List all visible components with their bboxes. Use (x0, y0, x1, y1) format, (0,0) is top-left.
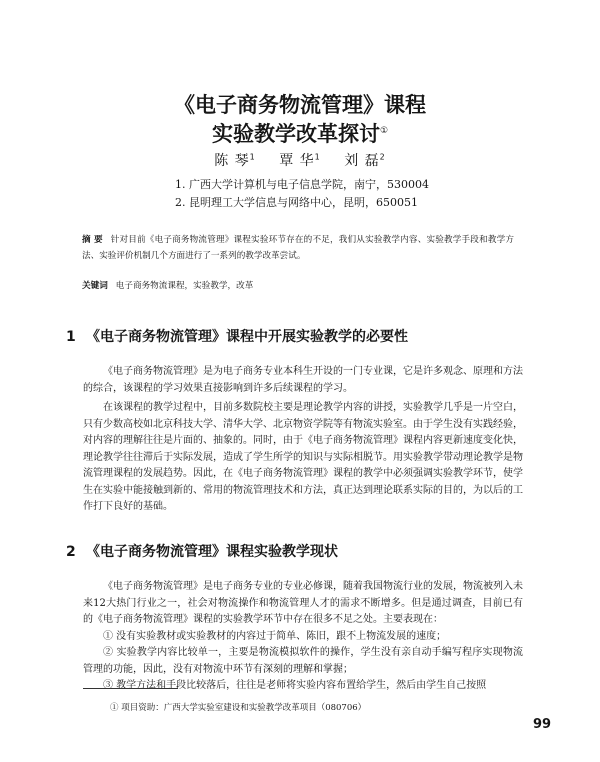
section-2-item-2: ② 实验教学内容比较单一，主要是物流模拟软件的操作，学生没有亲自动手编写程序实现物流管理的功能，因此，没有对物流中环节有深刻的理解和掌握； (83, 647, 523, 675)
section-2-heading (66, 543, 536, 561)
section-1-number: 1 (66, 329, 76, 345)
section-2-title: 《电子商务物流管理》课程实验教学现状 (86, 544, 338, 560)
keywords (82, 278, 514, 294)
section-1-paragraph-1: 《电子商务物流管理》是为电子商务专业本科生开设的一门专业课，它是许多观念、原理和方法的综合，该课程的学习效果直接影响到许多后续课程的学习。 (83, 366, 523, 394)
keywords-label: 关键词 (82, 281, 108, 291)
author-3: 刘 磊$^2$ (344, 152, 386, 169)
section-1-title: 《电子商务物流管理》课程中开展实验教学的必要性 (86, 329, 408, 345)
paper-title-line-1: 《电子商务物流管理》课程 (174, 93, 426, 117)
abstract (82, 232, 514, 264)
section-1-heading (66, 328, 536, 346)
author-1: 陈 琴$^1$ (214, 152, 256, 169)
keywords-text: 电子商务物流课程，实验教学，改革 (115, 281, 254, 291)
affiliation-1: 1. 广西大学计算机与电子信息学院，南宁，530004 (175, 178, 429, 191)
author-2: 覃 华$^1$ (279, 152, 321, 169)
section-1-paragraph-2: 在该课程的教学过程中，目前多数院校主要是理论教学内容的讲授，实验教学几乎是一片空白，只有少数高校如北京科技大学、清华大学、北京物资学院等有物流实验室。由于学生没有实践经验，对内容的理解往往是片面的、抽象的。同时，由于《电子商务物流管理》课程内容更新速度变化快，理论教学往往滞后于实际发展，造成了学生所学的知识与实际相脱节。用实验教学带动理论教学是物流管理课程的发展趋势。因此，在《电子商务物流管理》课程的教学中必须强调实验教学环节，使学生在实验中能接触到新的、常用的物流管理技术和方法，真正达到理论联系实际的目的，为以后的工作打下良好的基础。 (83, 402, 523, 512)
paper-title-line-2: 实验教学改革探讨① (211, 122, 389, 146)
section-2-body (83, 579, 523, 695)
section-2-item-1: ① 没有实验教材或实验教材的内容过于简单、陈旧，跟不上物流发展的速度； (103, 630, 447, 642)
footnote-divider (83, 688, 178, 689)
title-footnote-marker: ① (379, 126, 389, 136)
abstract-text: 针对目前《电子商务物流管理》课程实验环节存在的不足，我们从实验教学内容、实验教学手段和教学方法、实验评价机制几个方面进行了一系列的教学改革尝试。 (82, 235, 514, 261)
author-list (0, 150, 600, 170)
section-2-number: 2 (66, 544, 76, 560)
section-2-item-3: ③ 教学方法和手段比较落后，往往是老师将实验内容布置给学生，然后由学生自己按照 (103, 680, 487, 691)
abstract-label: 摘 要 (82, 235, 103, 245)
footnote: ① 项目资助：广西大学实验室建设和实验教学改革项目（080706） (110, 703, 367, 713)
section-2-paragraph-1: 《电子商务物流管理》是电子商务专业的专业必修课，随着我国物流行业的发展，物流被列入未来12大热门行业之一，社会对物流操作和物流管理人才的需求不断增多。但是通过调查，目前已有的《电子商务物流管理》课程的实验教学环节中存在很多不足之处。主要表现在： (83, 581, 523, 625)
affiliation-2: 2. 昆明理工大学信息与网络中心，昆明，650051 (175, 196, 418, 209)
page-number: 99 (533, 717, 552, 732)
